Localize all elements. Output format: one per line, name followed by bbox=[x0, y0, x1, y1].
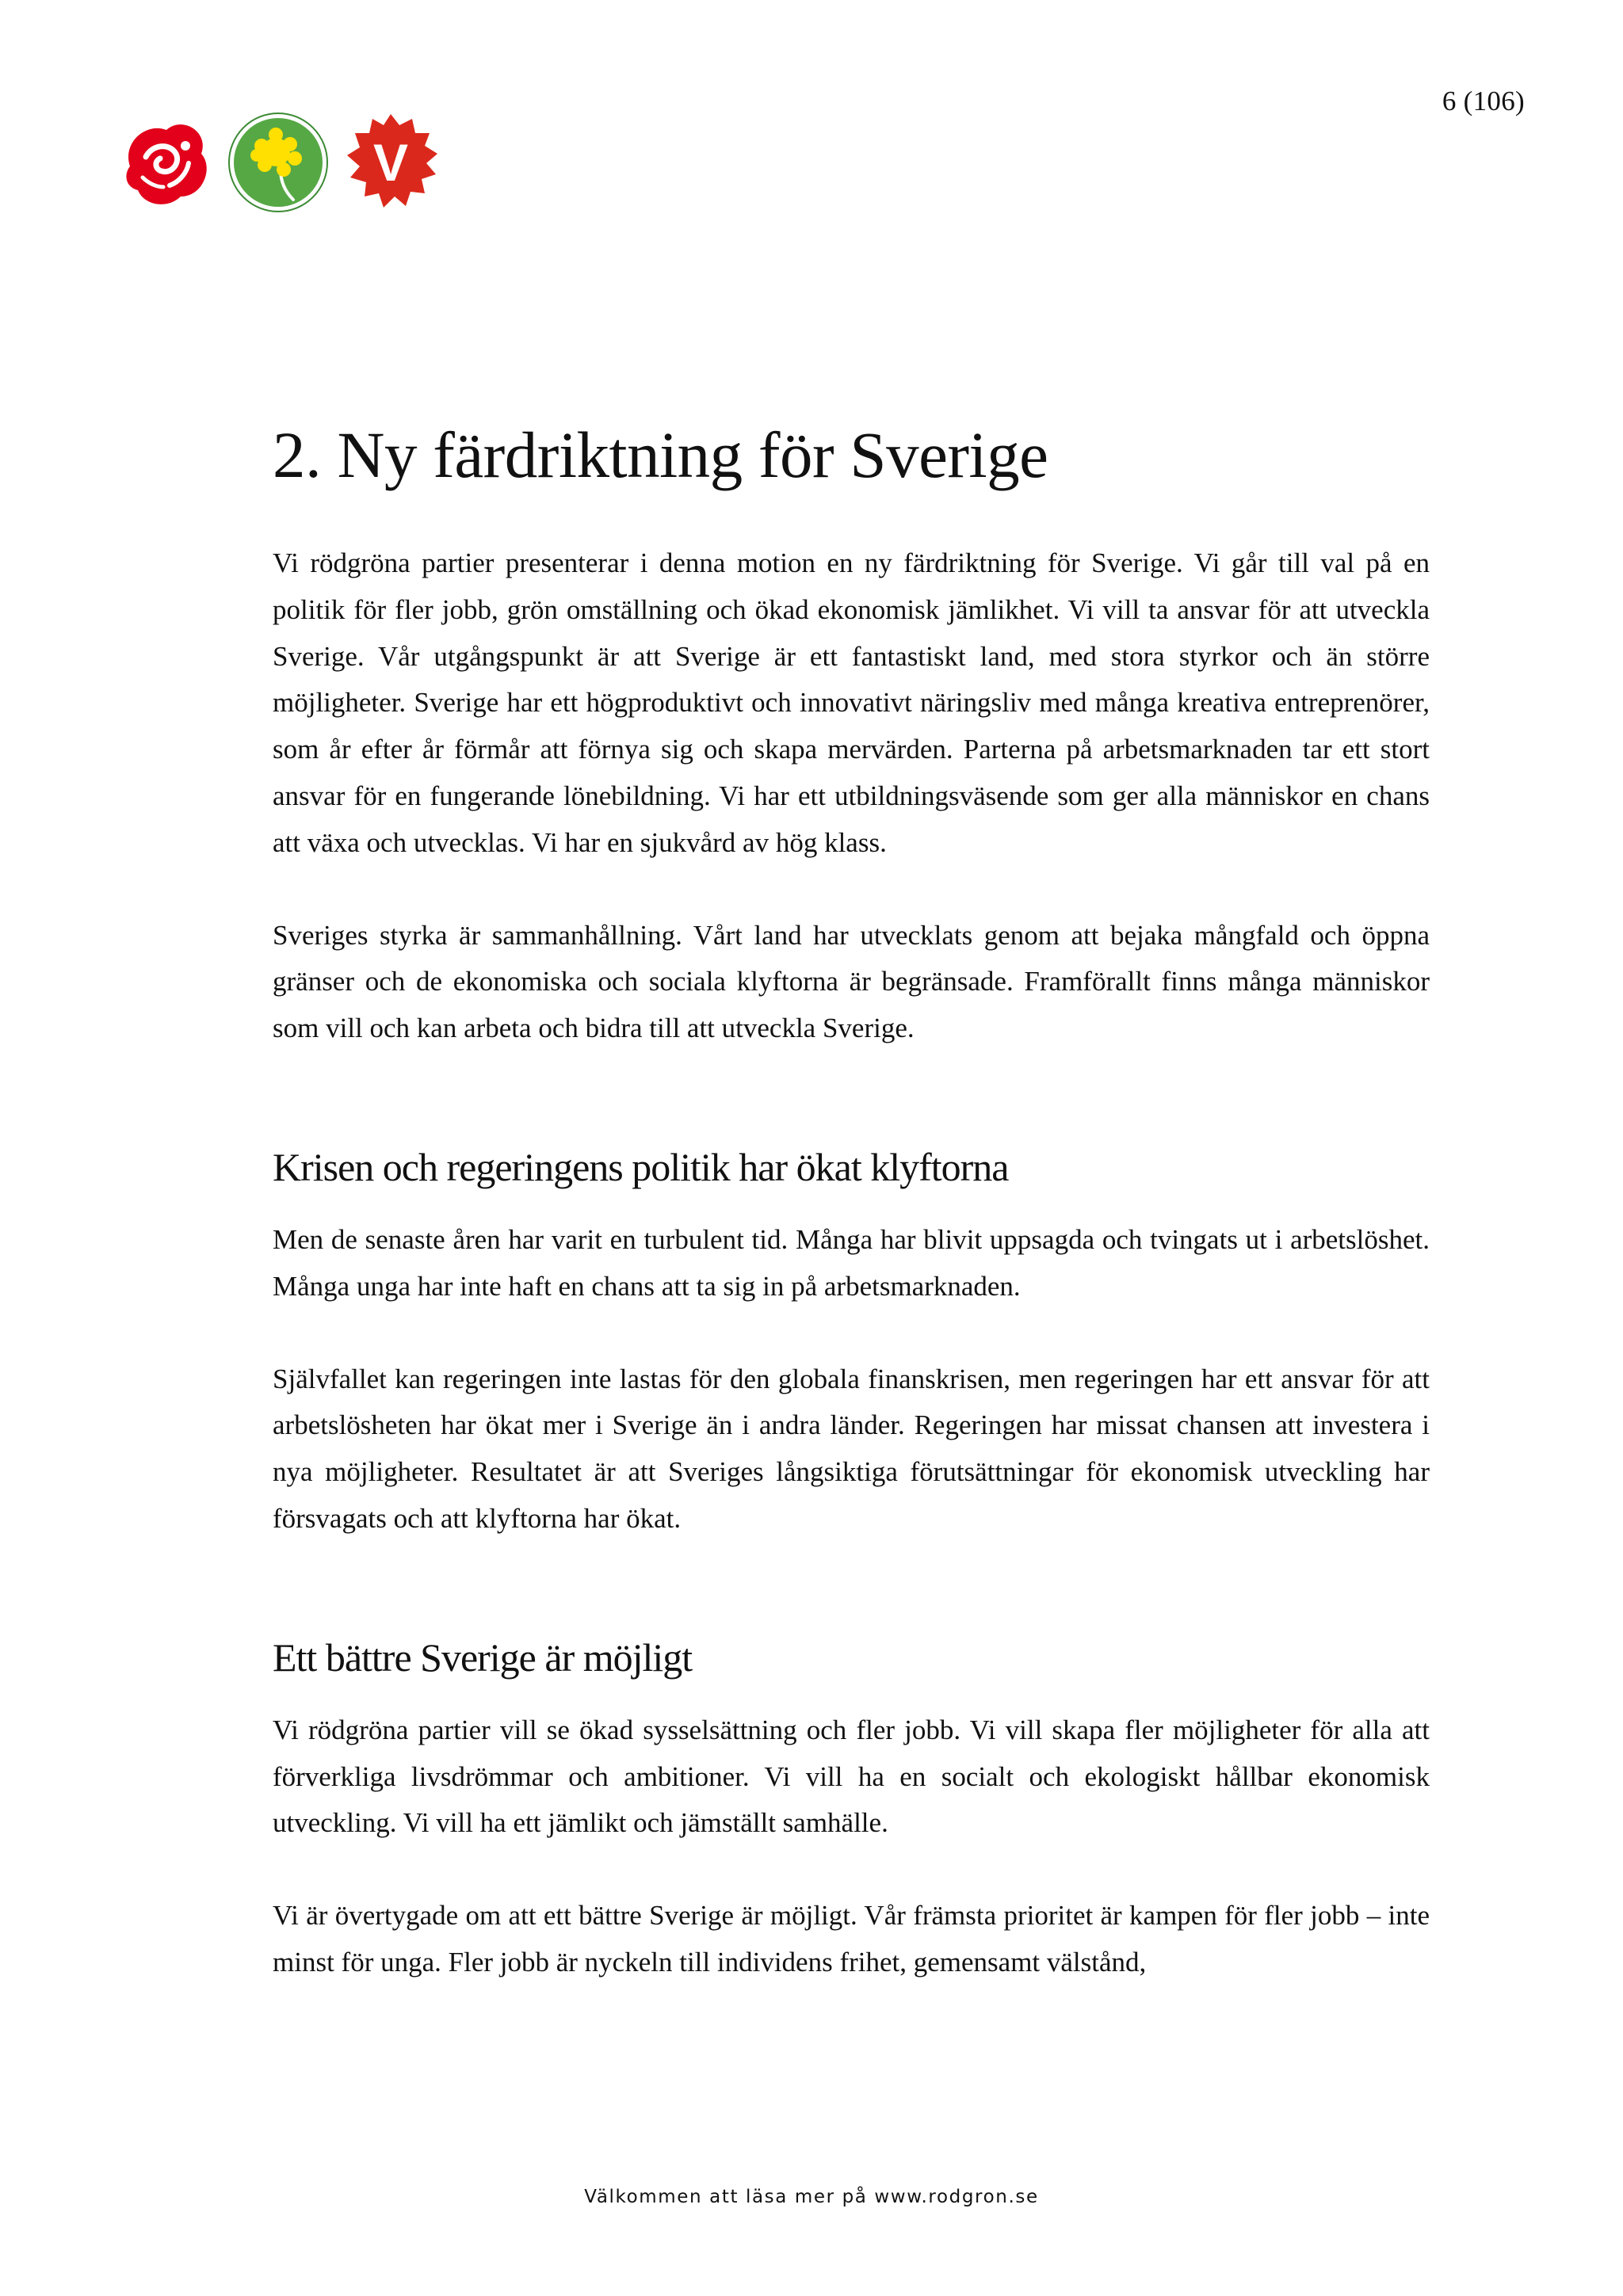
section-1-paragraph-1: Men de senaste åren har varit en turbulent tid. Många har blivit uppsagda och tvingats ut i arbetslöshet. Många unga har inte haft en chans att ta sig in på arbetsmarknaden. bbox=[273, 1223, 1430, 1302]
v-letter: V bbox=[372, 133, 409, 192]
party-logos bbox=[114, 111, 447, 214]
section-2-paragraph-1: Vi rödgröna partier vill se ökad sysselsättning och fler jobb. Vi vill skapa fler möjligheter för alla att förverkliga livsdrömmar och ambitioner. Vi vill ha en socialt och ekologiskt hållbar ekonomisk utveckling. Vi vill ha ett jämlikt och jämställt samhälle. bbox=[273, 1714, 1430, 1839]
red-carnation-v-logo-icon bbox=[339, 111, 442, 214]
intro-paragraph-2: Sveriges styrka är sammanhållning. Vårt land har utvecklats genom att bejaka mångfald och öppna gränser och de ekonomiska och sociala klyftorna är begränsade. Framförallt finns många människor som vill och kan arbeta och bidra till att utveckla Sverige. bbox=[273, 919, 1430, 1044]
section-1-paragraph-2: Självfallet kan regeringen inte lastas för den globala finanskrisen, men regeringen har ett ansvar för att arbetslösheten har ökat mer i Sverige än i andra länder. Regeringen har missat chansen att investera i nya möjligheter. Resultatet är att Sveriges långsiktiga förutsättningar för ekonomisk utveckling har försvagats och att klyftorna har ökat. bbox=[273, 1363, 1430, 1534]
section-heading-battre-sverige: Ett bättre Sverige är möjligt bbox=[273, 1634, 693, 1680]
dandelion-logo-icon bbox=[227, 111, 330, 214]
section-2-paragraph-2: Vi är övertygade om att ett bättre Sverige är möjligt. Vår främsta prioritet är kampen för fler jobb – inte minst för unga. Fler jobb är nyckeln till individens frihet, gemensamt välstånd, bbox=[273, 1900, 1430, 1978]
document-content bbox=[273, 412, 1430, 2032]
intro-paragraph-1: Vi rödgröna partier presenterar i denna motion en ny färdriktning för Sverige. Vi går till val på en politik för fler jobb, grön omställning och ökad ekonomisk jämlikhet. Vi vill ta ansvar för att utveckla Sverige. Vår utgångspunkt är att Sverige är ett fantastiskt land, med stora styrkor och än större möjligheter. Sverige har ett högproduktivt och innovativt näringsliv med många kreativa entreprenörer, som år efter år förmår att förnya sig och skapa mervärden. Parterna på arbetsmarknaden tar ett stort ansvar för en fungerande lönebildning. Vi har ett utbildningsväsende som ger alla människor en chans att växa och utvecklas. Vi har en sjukvård av hög klass. bbox=[273, 547, 1430, 858]
section-heading-krisen: Krisen och regeringens politik har ökat klyftorna bbox=[273, 1144, 1009, 1189]
footer-note: Välkommen att läsa mer på www.rodgron.se bbox=[584, 2187, 1039, 2207]
page-title: 2. Ny färdriktning för Sverige bbox=[273, 418, 1048, 491]
red-rose-logo-icon bbox=[114, 111, 217, 214]
page-number: 6 (106) bbox=[1442, 86, 1525, 116]
